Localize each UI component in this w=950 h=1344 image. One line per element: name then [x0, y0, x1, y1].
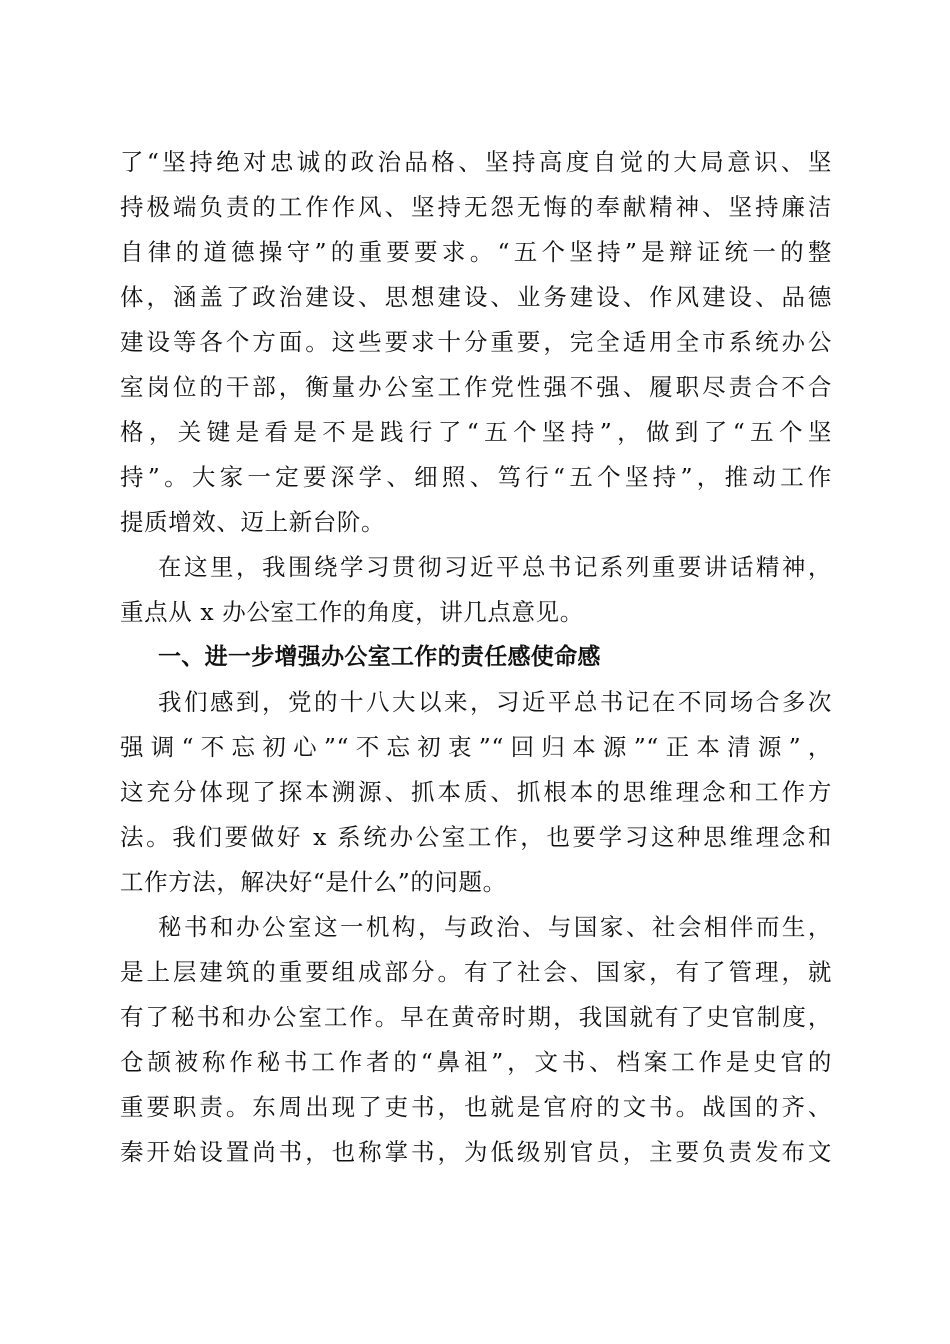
- text-line: 提质增效、迈上新台阶。: [120, 508, 386, 536]
- text-line: 格，关键是看是不是践行了“五个坚持”，做到了“五个坚: [120, 418, 832, 446]
- paragraph-intro-opinions: [120, 545, 832, 635]
- text-line: 秦开始设置尚书，也称掌书，为低级别官员，主要负责发布文: [120, 1138, 832, 1166]
- section-heading: 一、进一步增强办公室工作的责任感使命感: [158, 644, 601, 670]
- document-page: [120, 140, 832, 1175]
- text-line: 秘书和办公室这一机构，与政治、与国家、社会相伴而生，: [158, 913, 832, 941]
- paragraph-original-aspiration: [120, 680, 832, 905]
- text-line: 法。我们要做好 x 系统办公室工作，也要学习这种思维理念和: [120, 823, 832, 851]
- text-line: 在这里，我围绕学习贯彻习近平总书记系列重要讲话精神，: [158, 553, 832, 581]
- text-line: 体，涵盖了政治建设、思想建设、业务建设、作风建设、品德: [120, 283, 832, 311]
- text-line: 了“坚持绝对忠诚的政治品格、坚持高度自觉的大局意识、坚: [120, 148, 832, 176]
- paragraph-five-persistences: [120, 140, 832, 545]
- text-line: 建设等各个方面。这些要求十分重要，完全适用全市系统办公: [120, 328, 832, 356]
- text-line: 室岗位的干部，衡量办公室工作党性强不强、履职尽责合不合: [120, 373, 832, 401]
- text-line: 重要职责。东周出现了吏书，也就是官府的文书。战国的齐、: [120, 1093, 832, 1121]
- paragraph-secretary-history: [120, 905, 832, 1175]
- text-line: 这充分体现了探本溯源、抓本质、抓根本的思维理念和工作方: [120, 778, 832, 806]
- text-line: 持极端负责的工作作风、坚持无怨无悔的奉献精神、坚持廉洁: [120, 193, 832, 221]
- text-line: 我们感到，党的十八大以来，习近平总书记在不同场合多次: [158, 688, 832, 716]
- text-line: 强调“不忘初心”“不忘初衷”“回归本源”“正本清源”，: [120, 733, 832, 761]
- text-line: 仓颉被称作秘书工作者的“鼻祖”，文书、档案工作是史官的: [120, 1048, 832, 1076]
- text-line: 有了秘书和办公室工作。早在黄帝时期，我国就有了史官制度，: [120, 1003, 832, 1031]
- text-line: 自律的道德操守”的重要要求。“五个坚持”是辩证统一的整: [120, 238, 832, 266]
- text-line: 持”。大家一定要深学、细照、笃行“五个坚持”，推动工作: [120, 463, 832, 491]
- text-line: 重点从 x 办公室工作的角度，讲几点意见。: [120, 598, 584, 626]
- text-line: 工作方法，解决好“是什么”的问题。: [120, 868, 507, 896]
- text-line: 是上层建筑的重要组成部分。有了社会、国家，有了管理，就: [120, 958, 832, 986]
